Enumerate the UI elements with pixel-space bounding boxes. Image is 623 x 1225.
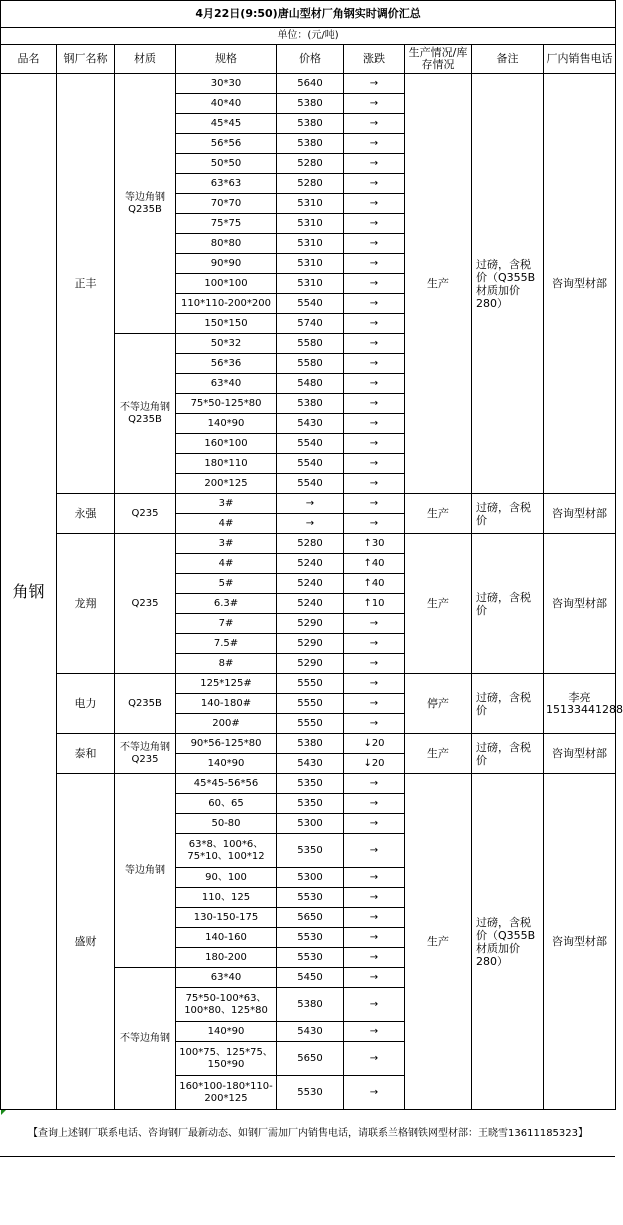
price-cell: 5550 bbox=[277, 694, 344, 714]
header-spec: 规格 bbox=[176, 45, 277, 74]
price-cell: 5290 bbox=[277, 634, 344, 654]
status-cell: 生产 bbox=[405, 74, 472, 494]
header-change: 涨跌 bbox=[344, 45, 405, 74]
price-cell: 5310 bbox=[277, 214, 344, 234]
phone-cell: 咨询型材部 bbox=[544, 534, 616, 674]
spec-cell: 75*50-100*63、100*80、125*80 bbox=[176, 988, 277, 1022]
price-cell: 5450 bbox=[277, 968, 344, 988]
spec-cell: 3# bbox=[176, 494, 277, 514]
spec-cell: 140*90 bbox=[176, 1022, 277, 1042]
footer-row bbox=[1, 1110, 616, 1157]
price-cell: 5530 bbox=[277, 948, 344, 968]
header-product: 品名 bbox=[1, 45, 57, 74]
note-cell: 过磅，含税价 bbox=[472, 674, 544, 734]
price-cell: 5380 bbox=[277, 114, 344, 134]
spec-cell: 180-200 bbox=[176, 948, 277, 968]
spec-cell: 200*125 bbox=[176, 474, 277, 494]
spec-cell: 4# bbox=[176, 554, 277, 574]
change-cell: ↓20 bbox=[344, 754, 405, 774]
spec-cell: 63*40 bbox=[176, 374, 277, 394]
change-cell: ↑30 bbox=[344, 534, 405, 554]
mill-name: 永强 bbox=[57, 494, 115, 534]
change-cell: → bbox=[344, 274, 405, 294]
price-cell: 5580 bbox=[277, 354, 344, 374]
change-cell: → bbox=[344, 654, 405, 674]
phone-cell: 咨询型材部 bbox=[544, 74, 616, 494]
phone-cell: 咨询型材部 bbox=[544, 734, 616, 774]
change-cell: → bbox=[344, 434, 405, 454]
price-cell: 5430 bbox=[277, 1022, 344, 1042]
price-cell: 5740 bbox=[277, 314, 344, 334]
header-phone: 厂内销售电话 bbox=[544, 45, 616, 74]
change-cell: → bbox=[344, 94, 405, 114]
corner-marker-icon bbox=[1, 1110, 6, 1115]
change-cell: → bbox=[344, 774, 405, 794]
price-cell: 5540 bbox=[277, 454, 344, 474]
header-note: 备注 bbox=[472, 45, 544, 74]
material-name: 不等边角钢Q235 bbox=[115, 734, 176, 774]
spec-cell: 110*110-200*200 bbox=[176, 294, 277, 314]
change-cell: → bbox=[344, 1022, 405, 1042]
spec-cell: 60、65 bbox=[176, 794, 277, 814]
change-cell: → bbox=[344, 948, 405, 968]
price-cell: 5540 bbox=[277, 294, 344, 314]
table-row bbox=[1, 774, 616, 794]
spec-cell: 150*150 bbox=[176, 314, 277, 334]
price-cell: 5430 bbox=[277, 414, 344, 434]
price-cell: 5240 bbox=[277, 594, 344, 614]
mill-name: 泰和 bbox=[57, 734, 115, 774]
change-cell: → bbox=[344, 988, 405, 1022]
change-cell: ↑10 bbox=[344, 594, 405, 614]
header-status: 生产情况/库存情况 bbox=[405, 45, 472, 74]
unit-label: 单位：(元/吨) bbox=[1, 28, 616, 45]
price-cell: 5480 bbox=[277, 374, 344, 394]
price-cell: 5280 bbox=[277, 154, 344, 174]
price-cell: 5380 bbox=[277, 988, 344, 1022]
spec-cell: 160*100-180*110-200*125 bbox=[176, 1076, 277, 1110]
change-cell: → bbox=[344, 394, 405, 414]
change-cell: → bbox=[344, 928, 405, 948]
change-cell: ↓20 bbox=[344, 734, 405, 754]
price-cell: 5530 bbox=[277, 928, 344, 948]
spec-cell: 125*125# bbox=[176, 674, 277, 694]
spec-cell: 3# bbox=[176, 534, 277, 554]
change-cell: → bbox=[344, 174, 405, 194]
spec-cell: 75*75 bbox=[176, 214, 277, 234]
price-cell: 5310 bbox=[277, 194, 344, 214]
bottom-rule bbox=[0, 1156, 615, 1157]
note-cell: 过磅，含税价 bbox=[472, 534, 544, 674]
spec-cell: 140-160 bbox=[176, 928, 277, 948]
spec-cell: 7.5# bbox=[176, 634, 277, 654]
change-cell: → bbox=[344, 234, 405, 254]
spec-cell: 90*56-125*80 bbox=[176, 734, 277, 754]
change-cell: → bbox=[344, 888, 405, 908]
price-cell: 5350 bbox=[277, 774, 344, 794]
product-name: 角钢 bbox=[1, 74, 57, 1110]
mill-name: 电力 bbox=[57, 674, 115, 734]
note-cell: 过磅，含税价 bbox=[472, 734, 544, 774]
price-cell: 5290 bbox=[277, 654, 344, 674]
price-cell: → bbox=[277, 514, 344, 534]
note-cell: 过磅，含税价（Q355B材质加价280） bbox=[472, 74, 544, 494]
change-cell: → bbox=[344, 674, 405, 694]
spec-cell: 40*40 bbox=[176, 94, 277, 114]
spec-cell: 110、125 bbox=[176, 888, 277, 908]
mill-name: 龙翔 bbox=[57, 534, 115, 674]
change-cell: → bbox=[344, 214, 405, 234]
price-cell: 5530 bbox=[277, 888, 344, 908]
price-cell: 5530 bbox=[277, 1076, 344, 1110]
material-name: 等边角钢 bbox=[115, 774, 176, 968]
price-cell: 5540 bbox=[277, 474, 344, 494]
change-cell: → bbox=[344, 254, 405, 274]
material-name: 不等边角钢Q235B bbox=[115, 334, 176, 494]
spec-cell: 50*50 bbox=[176, 154, 277, 174]
spec-cell: 63*63 bbox=[176, 174, 277, 194]
status-cell: 生产 bbox=[405, 534, 472, 674]
price-cell: → bbox=[277, 494, 344, 514]
table-row bbox=[1, 494, 616, 514]
change-cell: → bbox=[344, 1076, 405, 1110]
price-cell: 5310 bbox=[277, 254, 344, 274]
spec-cell: 45*45 bbox=[176, 114, 277, 134]
footer-note bbox=[1, 1110, 616, 1157]
price-cell: 5290 bbox=[277, 614, 344, 634]
status-cell: 生产 bbox=[405, 494, 472, 534]
price-cell: 5430 bbox=[277, 754, 344, 774]
change-cell: → bbox=[344, 814, 405, 834]
note-cell: 过磅，含税价（Q355B材质加价280） bbox=[472, 774, 544, 1110]
spec-cell: 70*70 bbox=[176, 194, 277, 214]
price-cell: 5350 bbox=[277, 794, 344, 814]
spec-cell: 30*30 bbox=[176, 74, 277, 94]
change-cell: → bbox=[344, 714, 405, 734]
change-cell: → bbox=[344, 834, 405, 868]
material-name: Q235 bbox=[115, 494, 176, 534]
spec-cell: 7# bbox=[176, 614, 277, 634]
spec-cell: 56*56 bbox=[176, 134, 277, 154]
phone-cell: 咨询型材部 bbox=[544, 774, 616, 1110]
material-name: Q235 bbox=[115, 534, 176, 674]
spec-cell: 100*100 bbox=[176, 274, 277, 294]
spec-cell: 90、100 bbox=[176, 868, 277, 888]
material-name: 等边角钢Q235B bbox=[115, 74, 176, 334]
price-cell: 5240 bbox=[277, 574, 344, 594]
spec-cell: 50-80 bbox=[176, 814, 277, 834]
change-cell: → bbox=[344, 908, 405, 928]
change-cell: → bbox=[344, 614, 405, 634]
spec-cell: 56*36 bbox=[176, 354, 277, 374]
table-row bbox=[1, 734, 616, 754]
header-mill: 钢厂名称 bbox=[57, 45, 115, 74]
price-cell: 5550 bbox=[277, 714, 344, 734]
price-cell: 5640 bbox=[277, 74, 344, 94]
change-cell: → bbox=[344, 334, 405, 354]
spec-cell: 5# bbox=[176, 574, 277, 594]
change-cell: → bbox=[344, 374, 405, 394]
price-cell: 5310 bbox=[277, 274, 344, 294]
spec-cell: 45*45-56*56 bbox=[176, 774, 277, 794]
header-row bbox=[1, 45, 616, 74]
spec-cell: 140-180# bbox=[176, 694, 277, 714]
material-name: Q235B bbox=[115, 674, 176, 734]
footer-text: 【查询上述钢厂联系电话、咨询钢厂最新动态、如钢厂需加厂内销售电话，请联系兰格钢铁网型材部：王晓雪13611185323】 bbox=[28, 1127, 589, 1139]
change-cell: → bbox=[344, 694, 405, 714]
change-cell: → bbox=[344, 794, 405, 814]
change-cell: → bbox=[344, 114, 405, 134]
price-cell: 5380 bbox=[277, 94, 344, 114]
price-cell: 5650 bbox=[277, 1042, 344, 1076]
spec-cell: 200# bbox=[176, 714, 277, 734]
price-cell: 5310 bbox=[277, 234, 344, 254]
spec-cell: 4# bbox=[176, 514, 277, 534]
phone-cell: 李亮15133441288 bbox=[544, 674, 616, 734]
price-cell: 5550 bbox=[277, 674, 344, 694]
price-cell: 5280 bbox=[277, 174, 344, 194]
status-cell: 生产 bbox=[405, 774, 472, 1110]
spec-cell: 130-150-175 bbox=[176, 908, 277, 928]
spec-cell: 63*8、100*6、75*10、100*12 bbox=[176, 834, 277, 868]
change-cell: → bbox=[344, 494, 405, 514]
change-cell: ↑40 bbox=[344, 554, 405, 574]
change-cell: → bbox=[344, 154, 405, 174]
price-cell: 5380 bbox=[277, 394, 344, 414]
price-cell: 5380 bbox=[277, 134, 344, 154]
spec-cell: 180*110 bbox=[176, 454, 277, 474]
spec-cell: 8# bbox=[176, 654, 277, 674]
price-cell: 5300 bbox=[277, 814, 344, 834]
price-cell: 5540 bbox=[277, 434, 344, 454]
change-cell: → bbox=[344, 314, 405, 334]
spec-cell: 90*90 bbox=[176, 254, 277, 274]
change-cell: → bbox=[344, 354, 405, 374]
status-cell: 停产 bbox=[405, 674, 472, 734]
table-row bbox=[1, 534, 616, 554]
material-name: 不等边角钢 bbox=[115, 968, 176, 1110]
change-cell: → bbox=[344, 514, 405, 534]
spec-cell: 100*75、125*75、150*90 bbox=[176, 1042, 277, 1076]
change-cell: → bbox=[344, 454, 405, 474]
change-cell: → bbox=[344, 294, 405, 314]
price-cell: 5350 bbox=[277, 834, 344, 868]
price-cell: 5280 bbox=[277, 534, 344, 554]
mill-name: 盛财 bbox=[57, 774, 115, 1110]
spec-cell: 160*100 bbox=[176, 434, 277, 454]
sheet-title: 4月22日(9:50)唐山型材厂角钢实时调价汇总 bbox=[1, 1, 616, 28]
change-cell: → bbox=[344, 134, 405, 154]
change-cell: → bbox=[344, 474, 405, 494]
change-cell: → bbox=[344, 968, 405, 988]
spec-cell: 140*90 bbox=[176, 754, 277, 774]
header-price: 价格 bbox=[277, 45, 344, 74]
price-cell: 5380 bbox=[277, 734, 344, 754]
spec-cell: 63*40 bbox=[176, 968, 277, 988]
change-cell: → bbox=[344, 634, 405, 654]
change-cell: ↑40 bbox=[344, 574, 405, 594]
note-cell: 过磅，含税价 bbox=[472, 494, 544, 534]
header-material: 材质 bbox=[115, 45, 176, 74]
change-cell: → bbox=[344, 194, 405, 214]
spec-cell: 80*80 bbox=[176, 234, 277, 254]
price-cell: 5300 bbox=[277, 868, 344, 888]
change-cell: → bbox=[344, 868, 405, 888]
spec-cell: 75*50-125*80 bbox=[176, 394, 277, 414]
price-cell: 5650 bbox=[277, 908, 344, 928]
status-cell: 生产 bbox=[405, 734, 472, 774]
spec-cell: 6.3# bbox=[176, 594, 277, 614]
change-cell: → bbox=[344, 74, 405, 94]
phone-cell: 咨询型材部 bbox=[544, 494, 616, 534]
price-cell: 5240 bbox=[277, 554, 344, 574]
spec-cell: 140*90 bbox=[176, 414, 277, 434]
table-row bbox=[1, 674, 616, 694]
change-cell: → bbox=[344, 414, 405, 434]
table-row bbox=[1, 74, 616, 94]
price-cell: 5580 bbox=[277, 334, 344, 354]
mill-name: 正丰 bbox=[57, 74, 115, 494]
spec-cell: 50*32 bbox=[176, 334, 277, 354]
change-cell: → bbox=[344, 1042, 405, 1076]
